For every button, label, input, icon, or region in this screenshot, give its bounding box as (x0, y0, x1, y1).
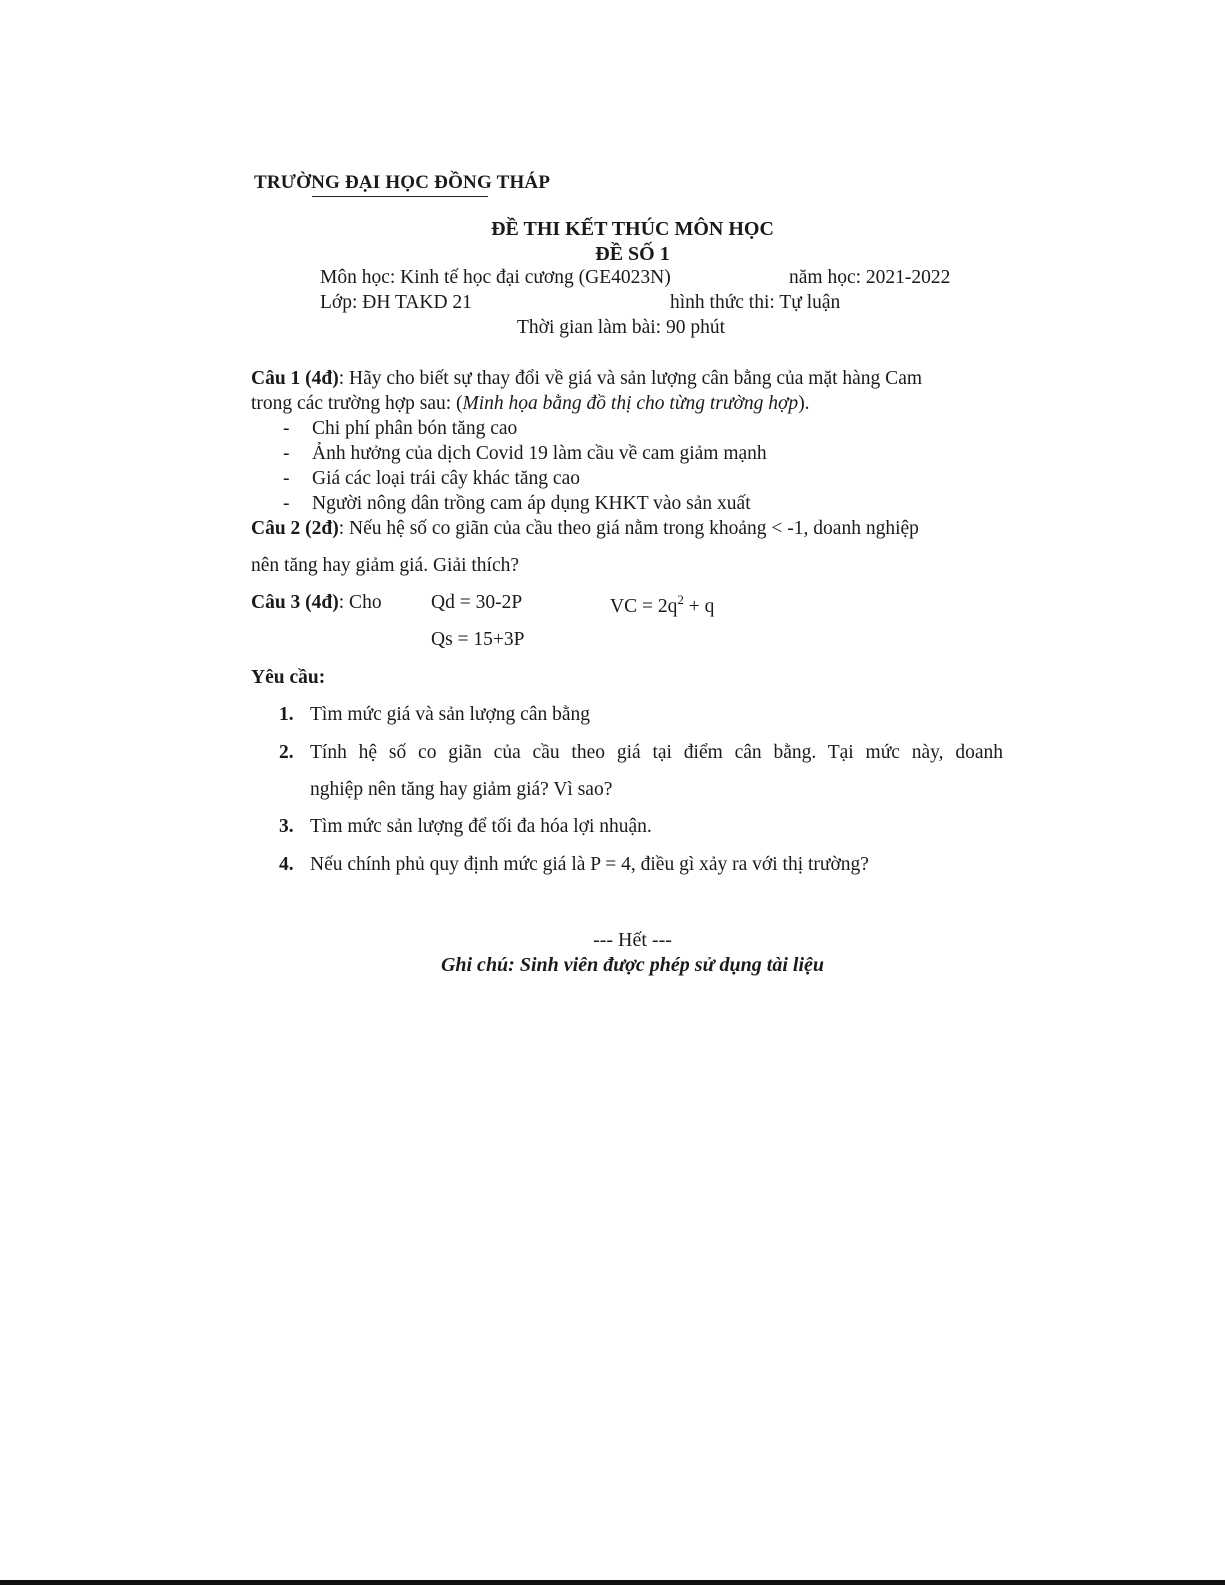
q1-item: Giá các loại trái cây khác tăng cao (312, 468, 580, 489)
subject-line: Môn học: Kinh tế học đại cương (GE4023N) (320, 267, 671, 288)
vc-base: VC = 2q (610, 596, 678, 617)
q3-cho: : Cho (338, 592, 382, 613)
req-number: 3. (279, 816, 294, 837)
exam-title: ĐỀ THI KẾT THÚC MÔN HỌC (491, 218, 774, 240)
note: Ghi chú: Sinh viên được phép sử dụng tài liệu (440, 954, 825, 976)
q1-line1 (251, 368, 922, 390)
req-number: 1. (279, 704, 294, 725)
q1-item: Người nông dân trồng cam áp dụng KHKT vào sản xuất (312, 493, 751, 514)
end-marker: --- Hết --- (593, 929, 672, 951)
exam-number: ĐỀ SỐ 1 (595, 243, 670, 265)
q1-label: Câu 1 (4đ) (251, 368, 339, 389)
req-number: 4. (279, 854, 294, 875)
school-year: năm học: 2021-2022 (789, 267, 951, 288)
q3-line1 (251, 592, 382, 614)
q1-bullet-mark: - (283, 468, 290, 489)
q1-bullet-mark: - (283, 443, 290, 464)
q2-line2: nên tăng hay giảm giá. Giải thích? (251, 555, 520, 576)
class-line: Lớp: ĐH TAKD 21 (320, 292, 472, 313)
req-text: Tính hệ số co giãn của cầu theo giá tại điểm cân bằng. Tại mức này, doanh (310, 742, 1003, 763)
q1-bullet-mark: - (283, 493, 290, 514)
q1-item: Chi phí phân bón tăng cao (312, 418, 518, 439)
q3-demand: Qd = 30-2P (431, 592, 523, 613)
q3-label: Câu 3 (4đ) (251, 592, 339, 613)
req-text: Nếu chính phủ quy định mức giá là P = 4, điều gì xảy ra với thị trường? (310, 854, 869, 875)
req-number: 2. (279, 742, 294, 763)
q1-line2 (251, 393, 810, 415)
scan-bottom-border (0, 1580, 1225, 1585)
q2-label: Câu 2 (2đ) (251, 518, 339, 539)
q1-line2-italic: Minh họa bằng đồ thị cho từng trường hợp (462, 393, 799, 414)
req-text: Tìm mức sản lượng để tối đa hóa lợi nhuận. (310, 816, 652, 837)
q3-supply: Qs = 15+3P (431, 629, 525, 650)
req-text: Tìm mức giá và sản lượng cân bằng (310, 704, 590, 725)
school-name: TRƯỜNG ĐẠI HỌC ĐỒNG THÁP (254, 172, 551, 193)
q1-line2-suffix: ). (798, 393, 810, 414)
q3-variable-cost (610, 592, 714, 618)
q2-line1 (251, 518, 919, 540)
q1-text: : Hãy cho biết sự thay đổi về giá và sản lượng cân bằng của mặt hàng Cam (338, 368, 923, 389)
school-underline (312, 196, 488, 197)
q1-line2-prefix: trong các trường hợp sau: ( (251, 393, 463, 414)
q1-bullet-mark: - (283, 418, 290, 439)
duration: Thời gian làm bài: 90 phút (517, 317, 725, 338)
exam-form: hình thức thi: Tự luận (670, 292, 841, 313)
requirements-label: Yêu cầu: (251, 667, 326, 688)
vc-tail: + q (683, 596, 715, 617)
req-text-continued: nghiệp nên tăng hay giảm giá? Vì sao? (310, 779, 613, 800)
vc-exponent: 2 (677, 592, 684, 607)
q1-item: Ảnh hưởng của dịch Covid 19 làm cầu về cam giảm mạnh (312, 443, 767, 464)
q2-text: : Nếu hệ số co giãn của cầu theo giá nằm trong khoảng < -1, doanh nghiệp (338, 518, 919, 539)
